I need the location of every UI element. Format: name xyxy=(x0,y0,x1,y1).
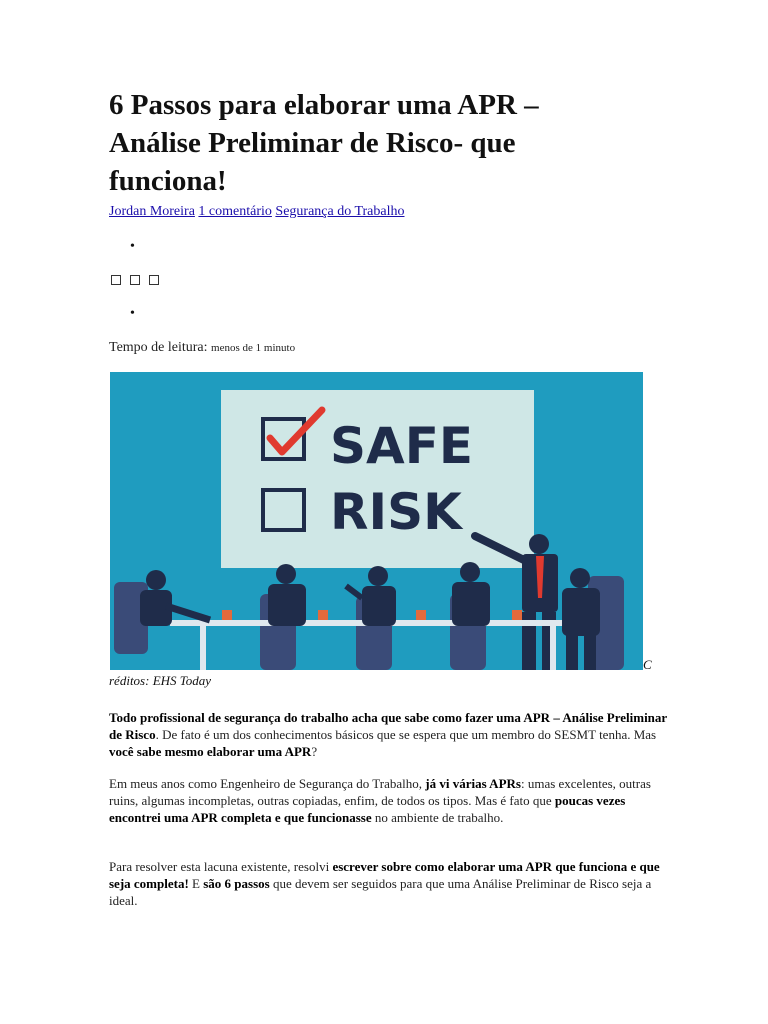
paragraph-text: : umas excelentes, outras ruins, algumas incompletas, outras copiadas, enfim, de todos os tipos. Mas é fato que xyxy=(109,776,651,808)
reading-time-label: Tempo de leitura: xyxy=(109,340,208,355)
paragraph-bold: poucas vezes encontrei uma APR completa e que funcionasse xyxy=(109,793,626,825)
share-square-icon[interactable] xyxy=(111,275,121,285)
paragraph-bold: Todo profissional de segurança do trabalho acha que sabe como fazer uma APR – Análise Preliminar de Risco xyxy=(109,710,667,742)
solution-paragraph xyxy=(109,858,669,909)
paragraph-bold: escrever sobre como elaborar uma APR que funciona e que seja completa! xyxy=(109,859,660,891)
paragraph-bold: são 6 passos xyxy=(203,876,270,891)
paragraph-bold: você sabe mesmo elaborar uma APR xyxy=(109,744,312,759)
experience-paragraph xyxy=(109,775,669,826)
reading-time xyxy=(109,340,295,356)
post-meta xyxy=(109,204,405,220)
image-credit: réditos: EHS Today xyxy=(109,673,212,688)
share-icons xyxy=(111,273,159,285)
title-line-3: funciona! xyxy=(109,165,227,197)
reading-time-value: menos de 1 minuto xyxy=(211,342,296,354)
image-credit-initial: C xyxy=(643,657,652,672)
list-bullet: • xyxy=(130,306,135,321)
board-word-safe: SAFE xyxy=(330,417,474,475)
paragraph-text: Para resolver esta lacuna existente, resolvi xyxy=(109,859,333,874)
paragraph-text: E xyxy=(188,876,204,891)
paragraph-text: no ambiente de trabalho. xyxy=(371,810,504,825)
paragraph-text: . De fato é um dos conhecimentos básicos que se espera que um membro do SESMT tenha. Mas xyxy=(155,727,657,742)
category-link[interactable]: Segurança do Trabalho xyxy=(275,204,405,219)
paragraph-bold: já vi várias APRs xyxy=(425,776,521,791)
paragraph-text: ? xyxy=(311,744,318,759)
author-link[interactable]: Jordan Moreira xyxy=(109,204,195,219)
comments-link[interactable]: 1 comentário xyxy=(198,204,272,219)
board-word-risk: RISK xyxy=(330,483,462,541)
share-square-icon[interactable] xyxy=(149,275,159,285)
paragraph-text: que devem ser seguidos para que uma Análise Preliminar de Risco seja a ideal. xyxy=(109,876,652,908)
title-line-1: 6 Passos para elaborar uma APR – xyxy=(109,89,539,121)
title-line-2: Análise Preliminar de Risco- que xyxy=(109,127,516,159)
intro-paragraph xyxy=(109,709,669,760)
paragraph-text: Em meus anos como Engenheiro de Segurança do Trabalho, xyxy=(109,776,426,791)
list-bullet: • xyxy=(130,239,135,254)
meeting-illustration xyxy=(110,372,643,670)
share-square-icon[interactable] xyxy=(130,275,140,285)
page-title xyxy=(109,86,669,200)
